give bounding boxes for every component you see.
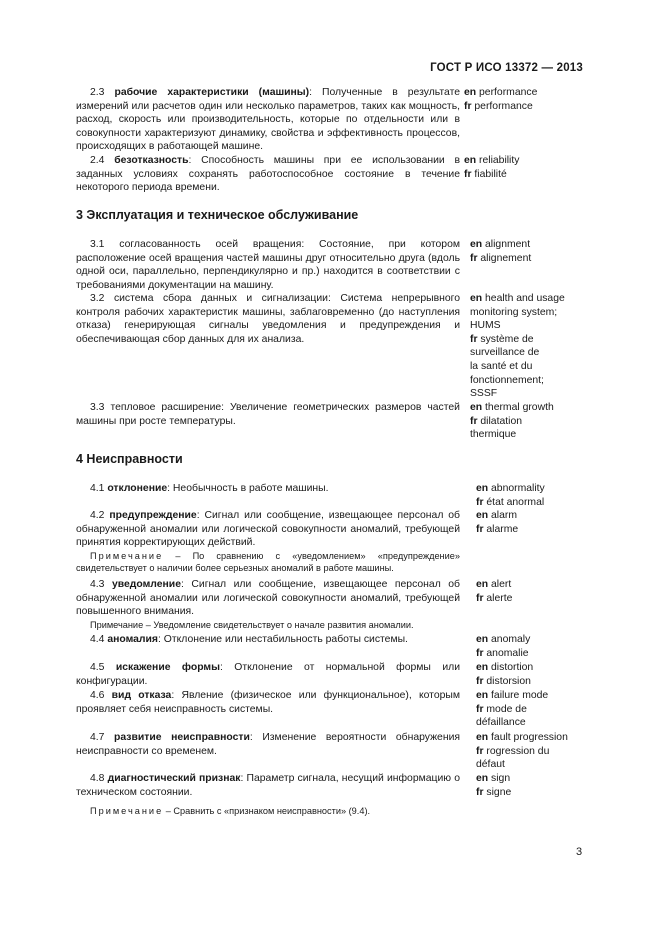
- page-number: 3: [576, 846, 583, 858]
- en-term: alignment: [485, 239, 531, 250]
- term-entry-3-3: [76, 401, 460, 428]
- term-entry-4-8: [76, 772, 460, 799]
- fr-term: performance: [474, 100, 533, 112]
- fr-term: alignement: [480, 252, 532, 264]
- note-text: – По сравнению с «уведомлением» «предупреждение» свидетельствует о наличии более серьезных аномалий в работе машины.: [76, 551, 460, 574]
- term-number: 2.3: [90, 87, 105, 98]
- translation-2-4: en reliability fr fiabilité: [464, 155, 520, 180]
- term-entry-4-1: [76, 482, 460, 496]
- fr-term-line: surveillance de: [470, 347, 540, 359]
- term-definition: : Состояние, при котором расположение осей вращения частей машины друг относительно друга (вдоль одной оси, параллельно, перпендикулярно и пр.) находится в соответствии с требованиями документации на машину.: [76, 239, 460, 291]
- translation-4-3: en alert fr alerte: [476, 579, 513, 604]
- translation-4-8: en sign fr signe: [476, 773, 512, 798]
- term-name: развитие неисправности: [114, 732, 250, 743]
- standard-code-header: ГОСТ Р ИСО 13372 — 2013: [430, 62, 583, 74]
- term-definition: : Отклонение от нормальной формы или конфигурации.: [76, 662, 460, 687]
- translation-3-3: en thermal growth fr dilatation thermique: [470, 402, 554, 441]
- fr-term-line: défaut: [476, 759, 505, 771]
- term-definition: : Сигнал или сообщение, извещающее персонал об обнаруженной аномалии или логической совокупности аномалий, требующей принятия корректирующих действий.: [76, 510, 461, 549]
- term-name: тепловое расширение: [110, 402, 222, 413]
- en-term: performance: [479, 87, 538, 98]
- term-definition: : Параметр сигнала, несущий информацию о техническом состоянии.: [76, 773, 460, 798]
- fr-term: anomalie: [486, 647, 529, 659]
- note-text: – Уведомление свидетельствует о начале развития аномалии.: [143, 620, 414, 630]
- term-number: 3.2: [90, 293, 105, 304]
- term-definition: : Отклонение или нестабильность работы системы.: [158, 634, 408, 645]
- translation-4-7: en fault progression fr rogression du défaut: [476, 732, 568, 771]
- en-term: failure mode: [491, 690, 549, 701]
- fr-term: fiabilité: [474, 168, 507, 180]
- term-number: 4.5: [90, 662, 105, 673]
- term-entry-3-1: [76, 238, 460, 292]
- term-number: 4.2: [90, 510, 105, 521]
- note-4-2: [76, 550, 460, 575]
- translation-4-5: en distortion fr distorsion: [476, 662, 534, 687]
- term-number: 3.3: [90, 402, 105, 413]
- term-name: система сбора данных и сигнализации: [113, 293, 328, 304]
- term-name: аномалия: [107, 634, 158, 645]
- translation-4-2: en alarm fr alarme: [476, 510, 519, 535]
- term-number: 4.3: [90, 579, 105, 590]
- term-name: рабочие характеристики (машины): [114, 87, 310, 98]
- translation-4-4: en anomaly fr anomalie: [476, 634, 531, 659]
- term-entry-2-4: [76, 154, 460, 195]
- term-entry-4-4: [76, 633, 460, 647]
- term-name: безотказность: [114, 155, 189, 166]
- en-term: sign: [491, 773, 511, 784]
- fr-term-line: rogression du: [486, 745, 550, 757]
- en-term: distortion: [491, 662, 534, 673]
- translation-3-1: en alignment fr alignement: [470, 239, 532, 264]
- term-name: уведомление: [111, 579, 181, 590]
- term-number: 4.6: [90, 690, 105, 701]
- fr-term-line: mode de: [486, 703, 527, 715]
- term-entry-4-5: [76, 661, 460, 688]
- term-definition: : Система непрерывного контроля рабочих характеристик машины, заблаговременно (до наступления отказа) генерирующая сигналы уведомления и предупреждения и обеспечивающая сбор данных для их анализа.: [76, 293, 460, 345]
- en-term: reliability: [479, 155, 520, 166]
- fr-term-line: thermique: [470, 429, 517, 441]
- term-entry-4-3: [76, 578, 460, 619]
- fr-term: alerte: [486, 592, 513, 604]
- fr-term: distorsion: [486, 675, 531, 687]
- term-name: предупреждение: [109, 510, 197, 521]
- term-number: 4.1: [90, 483, 105, 494]
- term-entry-4-6: [76, 689, 460, 716]
- en-term: alarm: [491, 510, 518, 521]
- note-label: Примечание: [90, 806, 164, 816]
- fr-term: signe: [486, 786, 512, 798]
- section-heading-4: 4 Неисправности: [76, 452, 183, 466]
- fr-term-line: la santé et du: [470, 360, 533, 372]
- term-number: 4.8: [90, 773, 105, 784]
- term-name: согласованность осей вращения: [119, 239, 302, 250]
- translation-2-3: en performance fr performance: [464, 87, 538, 112]
- term-definition: : Изменение вероятности обнаружения неисправности со временем.: [76, 732, 461, 757]
- note-4-3: [76, 619, 460, 631]
- note-label: Примечание: [90, 551, 164, 561]
- en-term: anomaly: [491, 634, 531, 645]
- term-name: искажение формы: [115, 662, 220, 673]
- term-definition: : Явление (физическое или функциональное), которым проявляет себя неисправность системы.: [76, 690, 460, 715]
- term-entry-3-2: [76, 292, 460, 346]
- en-term: fault progression: [491, 732, 568, 743]
- term-number: 3.1: [90, 239, 105, 250]
- section-heading-3: 3 Эксплуатация и техническое обслуживание: [76, 208, 359, 222]
- term-number: 4.7: [90, 732, 105, 743]
- en-term: abnormality: [491, 483, 545, 494]
- note-4-8: [76, 805, 460, 817]
- translation-3-2: en health and usage monitoring system; HUMS fr système de surveillance de la santé et du fonctionnement; SSSF: [470, 293, 565, 400]
- term-entry-4-2: [76, 509, 460, 550]
- fr-term-line: dilatation: [480, 415, 522, 427]
- term-number: 4.4: [90, 634, 105, 645]
- translation-4-6: en failure mode fr mode de défaillance: [476, 690, 549, 729]
- term-definition: : Необычность в работе машины.: [167, 483, 329, 494]
- note-label: Примечание: [90, 620, 144, 630]
- term-name: диагностический признак: [107, 773, 241, 784]
- translation-4-1: en abnormality fr état anormal: [476, 483, 545, 508]
- term-definition: : Полученные в результате измерений или расчетов один или несколько параметров, таких как мощность, расход, скорость или производительность, которые по отдельности или в совокупности характеризуют динамику, свойства и эффективность процессов, происходящих в работающей машине.: [76, 87, 460, 153]
- fr-term: alarme: [486, 523, 519, 535]
- term-number: 2.4: [90, 155, 105, 166]
- en-term-line: HUMS: [470, 320, 501, 332]
- term-entry-2-3: [76, 86, 460, 154]
- fr-term: état anormal: [486, 496, 545, 508]
- term-definition: : Увеличение геометрических размеров частей машины при росте температуры.: [76, 402, 460, 427]
- en-term-line: monitoring system;: [470, 306, 558, 318]
- term-definition: : Сигнал или сообщение, извещающее персонал об обнаруженной аномалии или логической совокупности аномалий, требующей повышенного внимания.: [76, 579, 461, 618]
- en-term-line: health and usage: [485, 293, 565, 304]
- fr-term-line: fonctionnement;: [470, 374, 544, 386]
- fr-term-line: défaillance: [476, 717, 526, 729]
- term-entry-4-7: [76, 731, 460, 758]
- note-text: – Сравнить с «признаком неисправности» (9.4).: [163, 806, 371, 816]
- fr-term-line: système de: [480, 333, 534, 345]
- en-term: thermal growth: [485, 402, 554, 413]
- fr-term-line: SSSF: [470, 388, 498, 400]
- term-definition: : Способность машины при ее использовании в заданных условиях сохранять работоспособное состояние в течение некоторого периода времени.: [76, 155, 460, 194]
- en-term: alert: [491, 579, 512, 590]
- term-name: вид отказа: [111, 690, 172, 701]
- term-name: отклонение: [107, 483, 168, 494]
